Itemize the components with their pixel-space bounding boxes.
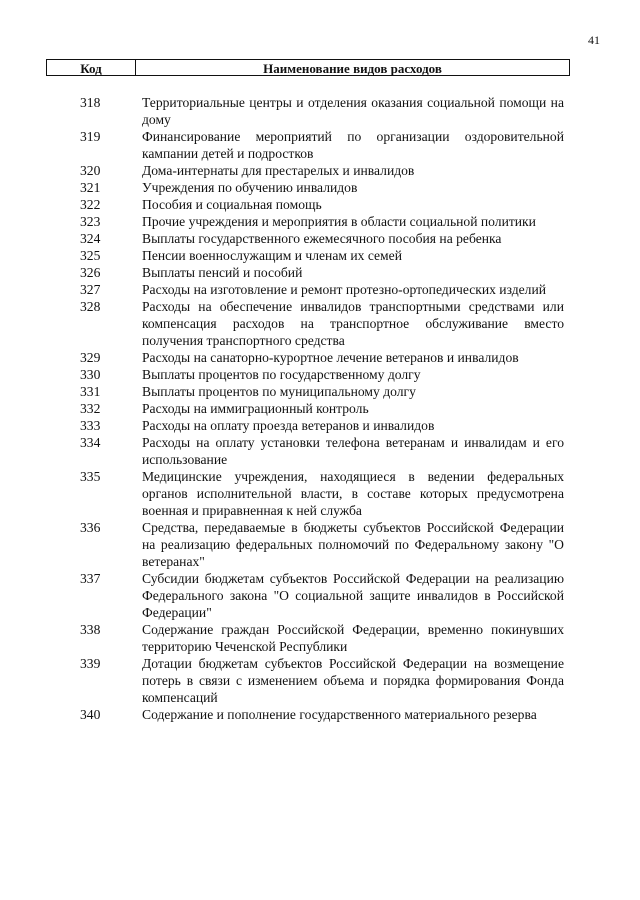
row-code: 340 [80, 707, 101, 722]
table-row [0, 128, 640, 162]
table-row [0, 196, 640, 213]
table-row [0, 366, 640, 383]
row-name: Дотации бюджетам субъектов Российской Федерации на возмещение потерь в связи с изменением объема и порядка формирования Фонда компенсаций [142, 656, 564, 705]
row-name: Прочие учреждения и мероприятия в области социальной политики [142, 214, 536, 229]
row-code: 334 [80, 435, 101, 450]
table-row [0, 434, 640, 468]
row-name: Выплаты процентов по муниципальному долгу [142, 384, 416, 399]
table-row [0, 519, 640, 570]
row-code: 329 [80, 350, 101, 365]
row-code: 327 [80, 282, 101, 297]
row-code: 324 [80, 231, 101, 246]
table-row [0, 213, 640, 230]
row-name: Расходы на санаторно-курортное лечение ветеранов и инвалидов [142, 350, 519, 365]
row-name: Финансирование мероприятий по организации оздоровительной кампании детей и подростков [142, 129, 564, 161]
row-name: Средства, передаваемые в бюджеты субъектов Российской Федерации на реализацию федеральных полномочий по Федеральному закону "О ветеранах" [142, 520, 564, 569]
table-row [0, 247, 640, 264]
row-name: Территориальные центры и отделения оказания социальной помощи на дому [142, 95, 564, 127]
row-code: 318 [80, 95, 101, 110]
header-code: Код [47, 60, 136, 75]
table-row [0, 94, 640, 128]
table-row [0, 400, 640, 417]
row-name: Пенсии военнослужащим и членам их семей [142, 248, 402, 263]
table-header [46, 59, 570, 76]
table-row [0, 621, 640, 655]
expense-list [0, 94, 640, 723]
table-row [0, 179, 640, 196]
row-name: Выплаты пенсий и пособий [142, 265, 303, 280]
row-code: 322 [80, 197, 101, 212]
table-row [0, 570, 640, 621]
row-code: 320 [80, 163, 101, 178]
row-code: 336 [80, 520, 101, 535]
row-code: 332 [80, 401, 101, 416]
row-name: Содержание и пополнение государственного материального резерва [142, 707, 537, 722]
row-name: Содержание граждан Российской Федерации, временно покинувших территорию Чеченской Республики [142, 622, 564, 654]
table-row [0, 298, 640, 349]
row-code: 338 [80, 622, 101, 637]
row-code: 337 [80, 571, 101, 586]
row-name: Пособия и социальная помощь [142, 197, 322, 212]
row-name: Расходы на изготовление и ремонт протезно-ортопедических изделий [142, 282, 546, 297]
table-row [0, 230, 640, 247]
row-code: 321 [80, 180, 101, 195]
row-code: 323 [80, 214, 101, 229]
table-row [0, 383, 640, 400]
row-code: 330 [80, 367, 101, 382]
row-code: 326 [80, 265, 101, 280]
row-name: Выплаты процентов по государственному долгу [142, 367, 421, 382]
row-code: 328 [80, 299, 101, 314]
table-row [0, 706, 640, 723]
table-row [0, 349, 640, 366]
row-name: Дома-интернаты для престарелых и инвалидов [142, 163, 415, 178]
table-row [0, 417, 640, 434]
row-code: 339 [80, 656, 101, 671]
row-code: 333 [80, 418, 101, 433]
row-code: 325 [80, 248, 101, 263]
row-name: Расходы на оплату установки телефона ветеранам и инвалидам и его использование [142, 435, 564, 467]
row-name: Расходы на оплату проезда ветеранов и инвалидов [142, 418, 435, 433]
row-name: Субсидии бюджетам субъектов Российской Федерации на реализацию Федерального закона "О социальной защите инвалидов в Российской Федерации" [142, 571, 564, 620]
row-name: Учреждения по обучению инвалидов [142, 180, 358, 195]
page-number: 41 [588, 33, 600, 47]
table-row [0, 264, 640, 281]
row-code: 331 [80, 384, 101, 399]
row-code: 335 [80, 469, 101, 484]
row-name: Расходы на иммиграционный контроль [142, 401, 369, 416]
row-code: 319 [80, 129, 101, 144]
row-name: Расходы на обеспечение инвалидов транспортными средствами или компенсация расходов на транспортное обслуживание вместо получения транспортного средства [142, 299, 564, 348]
header-name: Наименование видов расходов [263, 61, 442, 76]
table-row [0, 655, 640, 706]
table-row [0, 281, 640, 298]
row-name: Медицинские учреждения, находящиеся в ведении федеральных органов исполнительной власти, в составе которых предусмотрена военная и приравненная к ней служба [142, 469, 564, 518]
row-name: Выплаты государственного ежемесячного пособия на ребенка [142, 231, 502, 246]
table-row [0, 162, 640, 179]
table-row [0, 468, 640, 519]
